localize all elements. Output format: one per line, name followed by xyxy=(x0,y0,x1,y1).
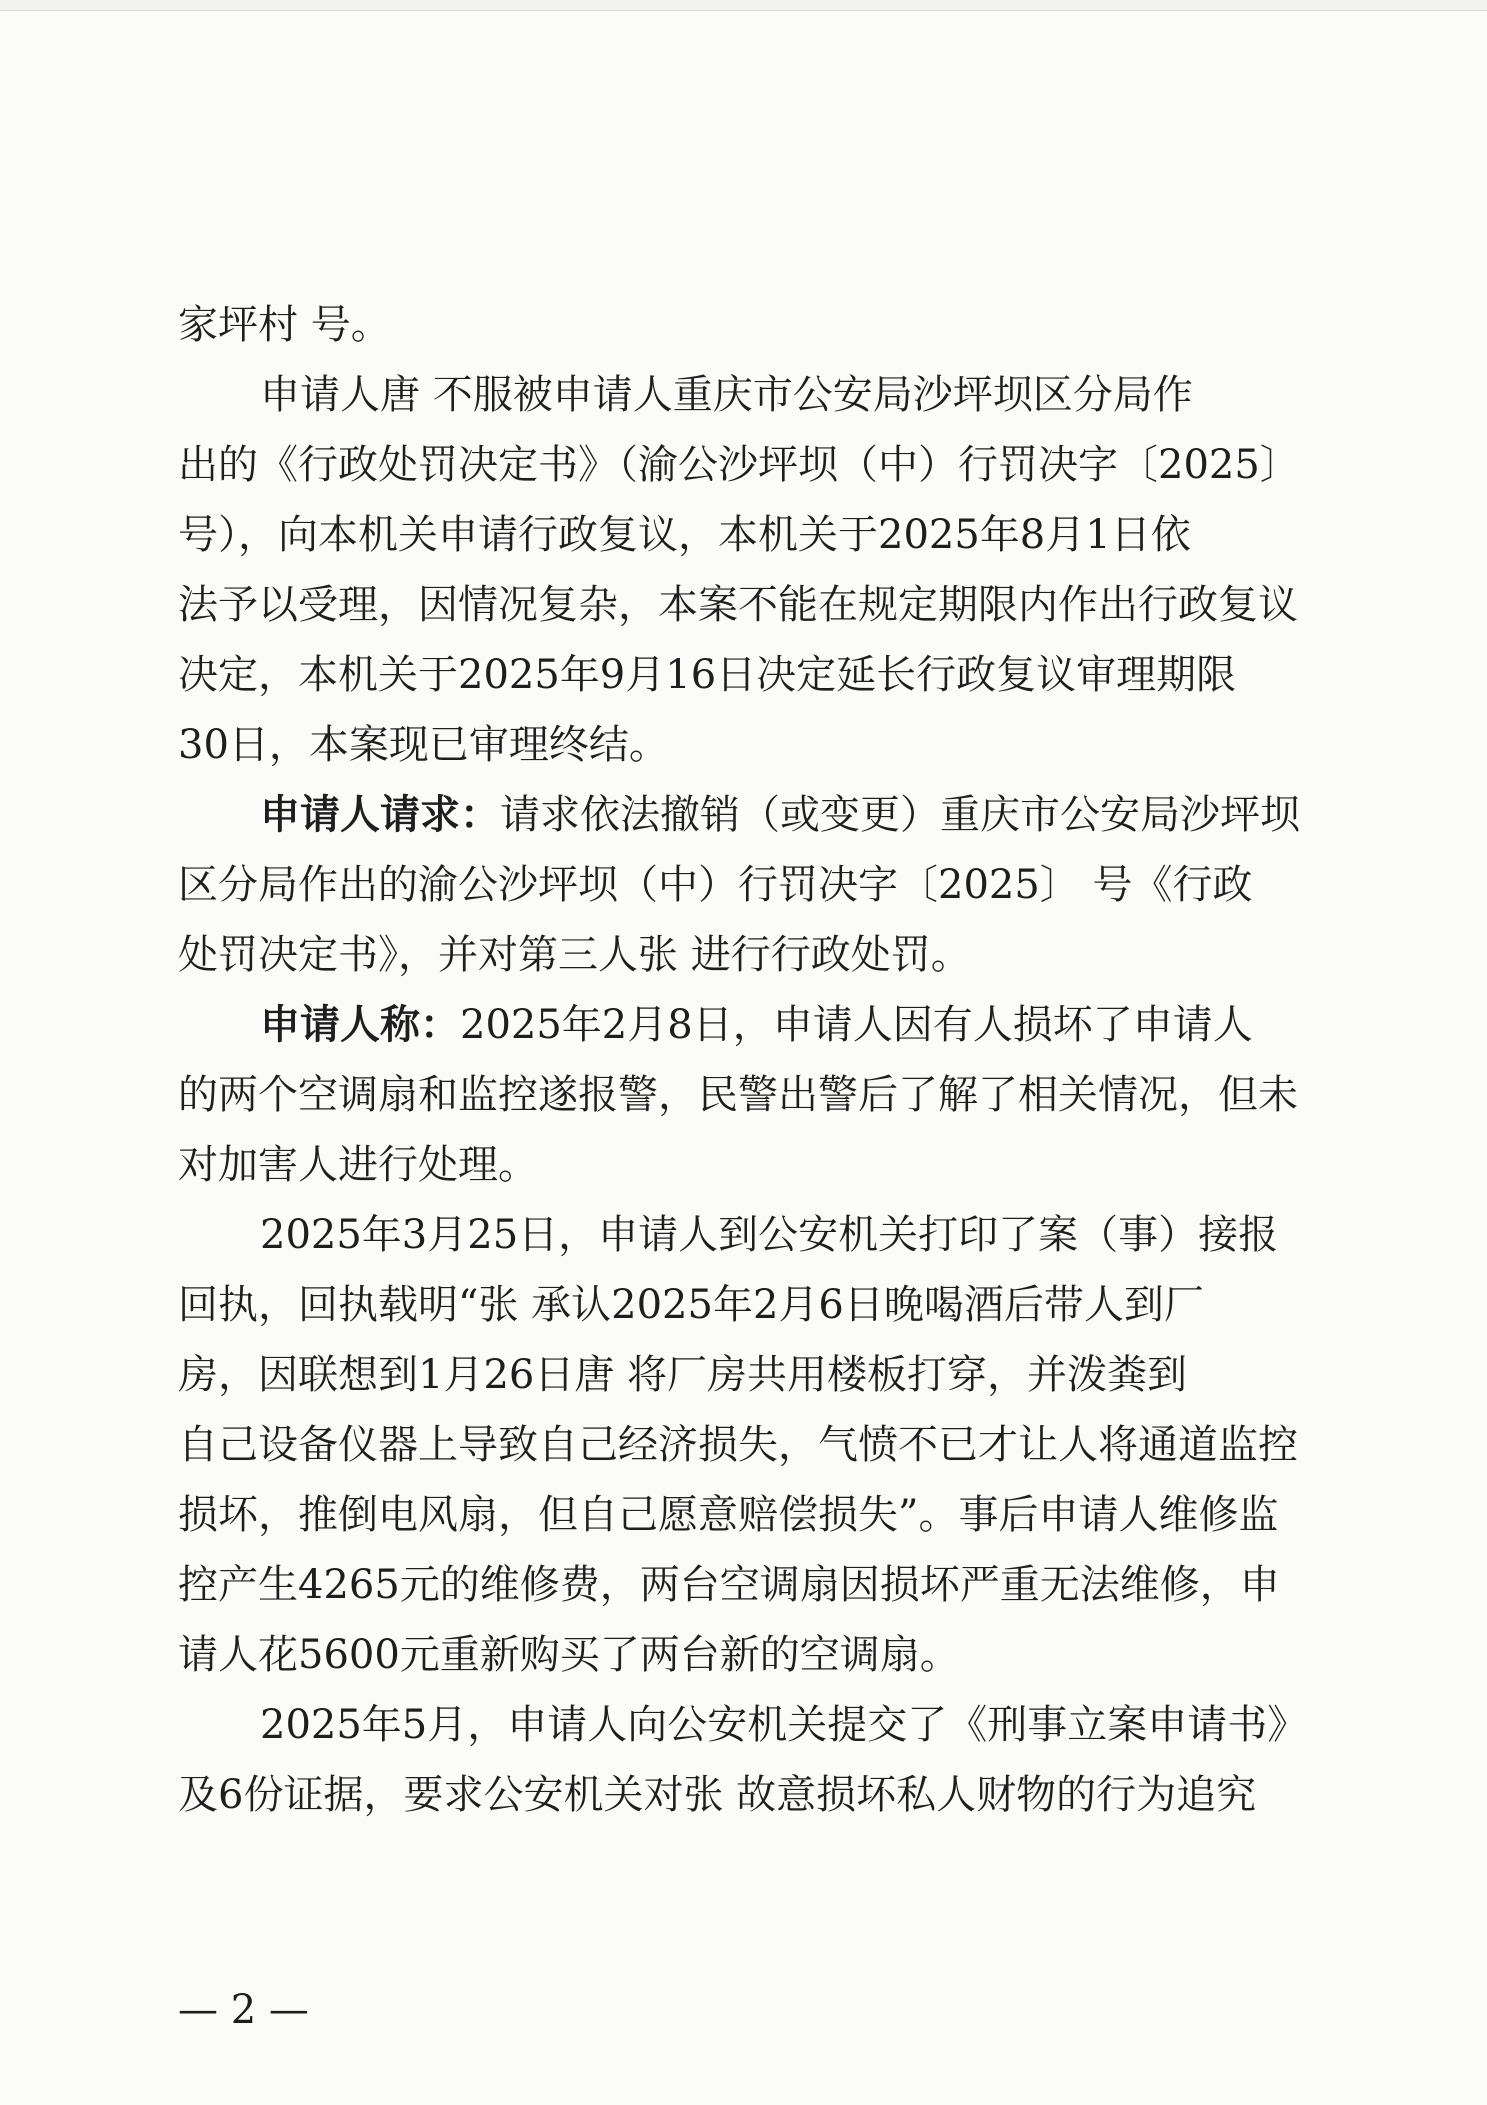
paragraph-line: 对加害人进行处理。 xyxy=(178,1142,538,1188)
paragraph-line: 区分局作出的渝公沙坪坝（中）行罚决字〔2025〕 号《行政 xyxy=(178,862,1253,908)
paragraph-line: 2025年3月25日，申请人到公安机关打印了案（事）接报 xyxy=(260,1212,1279,1258)
scan-top-edge xyxy=(0,0,1487,11)
paragraph-line: 处罚决定书》，并对第三人张 进行行政处罚。 xyxy=(178,932,971,978)
paragraph-line: 30日，本案现已审理终结。 xyxy=(178,722,669,768)
claims-paragraph-line xyxy=(178,990,1308,1060)
request-text: 请求依法撤销（或变更）重庆市公安局沙坪坝 xyxy=(500,792,1300,838)
request-label: 申请人请求： xyxy=(260,792,500,838)
paragraph-line: 控产生4265元的维修费，两台空调扇因损坏严重无法维修，申 xyxy=(178,1562,1280,1608)
request-paragraph-line xyxy=(178,780,1308,850)
paragraph-line: 决定，本机关于2025年9月16日决定延长行政复议审理期限 xyxy=(178,652,1237,698)
paragraph-line: 损坏，推倒电风扇，但自己愿意赔偿损失”。事后申请人维修监 xyxy=(178,1492,1279,1538)
claims-label: 申请人称： xyxy=(260,1002,460,1048)
paragraph-line: 2025年5月，申请人向公安机关提交了《刑事立案申请书》 xyxy=(260,1702,1308,1748)
page-number: — 2 — xyxy=(178,1987,309,2033)
paragraph-line: 法予以受理，因情况复杂，本案不能在规定期限内作出行政复议 xyxy=(178,582,1298,628)
paragraph-line: 的两个空调扇和监控遂报警，民警出警后了解了相关情况，但未 xyxy=(178,1072,1298,1118)
document-body xyxy=(178,290,1308,1830)
paragraph-line: 出的《行政处罚决定书》（渝公沙坪坝（中）行罚决字〔2025〕 xyxy=(178,442,1300,488)
paragraph-line: 家坪村 号。 xyxy=(178,302,391,348)
paragraph-line: 及6份证据，要求公安机关对张 故意损坏私人财物的行为追究 xyxy=(178,1772,1257,1818)
paragraph-line: 号），向本机关申请行政复议，本机关于2025年8月1日依 xyxy=(178,512,1191,558)
paragraph-line: 房，因联想到1月26日唐 将厂房共用楼板打穿，并泼粪到 xyxy=(178,1352,1188,1398)
claims-text: 2025年2月8日，申请人因有人损坏了申请人 xyxy=(460,1002,1253,1048)
paragraph-line: 自己设备仪器上导致自己经济损失，气愤不已才让人将通道监控 xyxy=(178,1422,1298,1468)
paragraph-line: 回执，回执载明“张 承认2025年2月6日晚喝酒后带人到厂 xyxy=(178,1282,1204,1328)
paragraph-line: 请人花5600元重新购买了两台新的空调扇。 xyxy=(178,1632,960,1678)
paragraph-line: 申请人唐 不服被申请人重庆市公安局沙坪坝区分局作 xyxy=(260,372,1193,418)
